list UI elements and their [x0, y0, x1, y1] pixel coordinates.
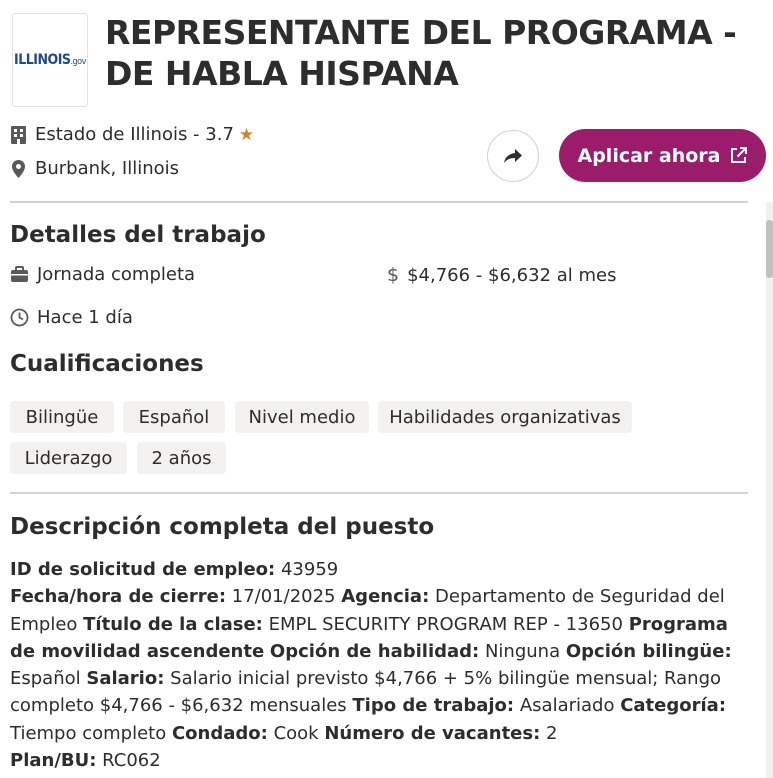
location-row	[10, 158, 179, 179]
scrollbar-thumb[interactable]	[766, 220, 773, 278]
logo-text: ILLINOIS.gov	[14, 52, 86, 68]
share-arrow-icon	[503, 148, 523, 164]
section-divider	[10, 492, 748, 494]
apply-now-label: Aplicar ahora	[577, 144, 721, 167]
scrollbar[interactable]	[766, 202, 773, 778]
description-paragraph: Fecha/hora de cierre: 17/01/2025 Agencia: Departamento de Seguridad del Empleo Título de la clase: EMPL SECURITY PROGRAM REP - 13650 Programa de movilidad ascendente Opción de habilidad: Ninguna Opción bilingüe: Español Salario: Salario inicial previsto $4,766 + 5% bilingüe mensual; Rango completo $4,766 - $6,632 mensuales Tipo de trabajo: Asalariado Categoría: Tiempo completo Condado: Cook Número de vacantes: 2 Plan/BU: RC062	[10, 586, 732, 772]
description-body	[10, 556, 755, 774]
dollar-icon: $	[387, 264, 400, 286]
qualification-chip[interactable]: Liderazgo	[10, 442, 127, 474]
apply-now-button[interactable]	[559, 129, 766, 182]
description-line: ID de solicitud de empleo: 43959	[10, 559, 339, 580]
qualification-chip[interactable]: Español	[123, 401, 225, 433]
star-icon: ★	[238, 124, 255, 145]
location-pin-icon	[10, 159, 27, 179]
clock-icon	[10, 308, 29, 327]
external-link-icon	[729, 146, 748, 165]
qualification-chip[interactable]: 2 años	[137, 442, 226, 474]
qualification-chip[interactable]: Nivel medio	[235, 401, 369, 433]
qualification-chip[interactable]: Habilidades organizativas	[378, 401, 632, 433]
salary-text: $4,766 - $6,632 al mes	[407, 264, 617, 286]
qualifications-title: Cualificaciones	[10, 351, 204, 377]
share-button[interactable]	[487, 130, 539, 182]
job-type	[10, 264, 195, 285]
building-icon	[10, 125, 27, 145]
job-location: Burbank, Illinois	[35, 158, 179, 179]
posted-text: Hace 1 día	[37, 307, 133, 328]
company-row	[10, 124, 254, 145]
company-logo	[12, 13, 88, 107]
briefcase-icon	[10, 266, 29, 283]
header-divider	[10, 201, 748, 203]
job-title: REPRESENTANTE DEL PROGRAMA - DE HABLA HISPANA	[105, 13, 737, 93]
job-type-text: Jornada completa	[37, 264, 196, 285]
posted-date	[10, 307, 133, 328]
description-title: Descripción completa del puesto	[10, 514, 435, 540]
qualification-chip[interactable]: Bilingüe	[10, 401, 114, 433]
job-details-title: Detalles del trabajo	[10, 222, 266, 248]
company-name[interactable]: Estado de Illinois - 3.7	[35, 124, 234, 145]
salary	[387, 264, 616, 286]
